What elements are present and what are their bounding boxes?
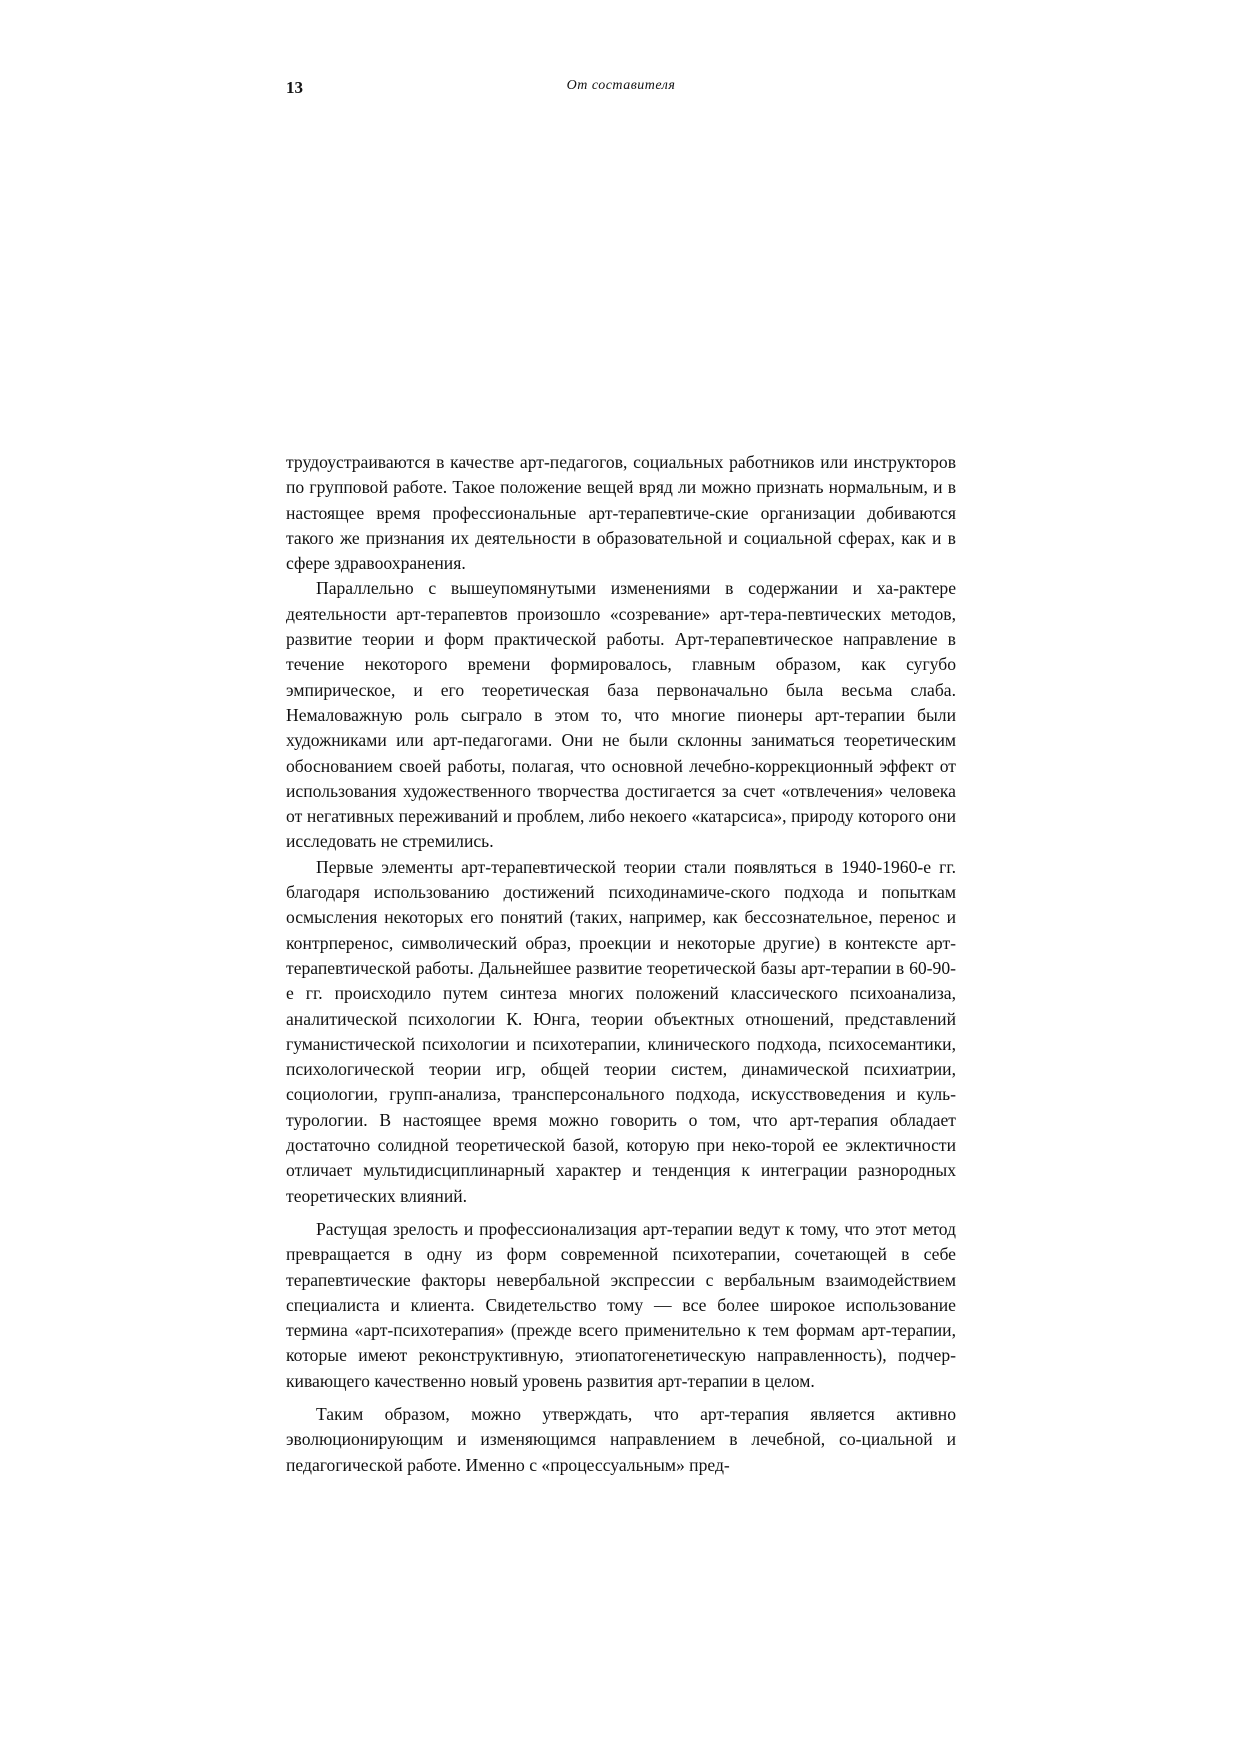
page-number: 13 (286, 78, 303, 97)
paragraph-conclusion: Таким образом, можно утверждать, что арт-терапия является активно эволюционирующим и изменяющимся направлением в лечебной, со-циальной и педагогической работе. Именно с «процессуальным» пред- (286, 1403, 956, 1475)
body-text (286, 450, 956, 1478)
paragraph-theory-development: Параллельно с вышеупомянутыми изменениями в содержании и ха-рактере деятельности арт-терапевтов произошло «созревание» арт-тера-певтических методов, развитие теории и форм практической работы. Арт-терапевтическое направление в течение некоторого времени формировалось, главным образом, как сугубо эмпирическое, и его теоретическая база первоначально была весьма слаба. Немаловажную роль сыграло в этом то, что многие пионеры арт-терапии были художниками или арт-педагогами. Они не были склонны заниматься теоретическим обоснованием своей работы, полагая, что основной лечебно-коррекционный эффект от использования художественного творчества достигается за счет «отвлечения» человека от негативных переживаний и проблем, либо некоего «катарсиса», природу которого они исследовать не стремились. (286, 578, 956, 852)
paragraph-maturity: Растущая зрелость и профессионализация арт-терапии ведут к тому, что этот метод превращается в одну из форм современной психотерапии, сочетающей в себе терапевтические факторы невербальной экспрессии с вербальным взаимодействием специалиста и клиента. Свидетельство тому — все более широкое использование термина «арт-психотерапия» (прежде всего применительно к тем формам арт-терапии, которые имеют реконструктивную, этиопатогенетическую направленность), подчер-кивающего качественно новый уровень развития арт-терапии в целом. (286, 1218, 956, 1391)
paragraph-first-elements: Первые элементы арт-терапевтической теории стали появляться в 1940-1960-е гг. благодаря использованию достижений психодинамиче-ского подхода и попыткам осмысления некоторых его понятий (таких, например, как бессознательное, перенос и контрперенос, символический образ, проекции и некоторые другие) в контексте арт-терапевтической работы. Дальнейшее развитие теоретической базы арт-терапии в 60-90-е гг. происходило путем синтеза многих положений классического психоанализа, аналитической психологии К. Юнга, теории объектных отношений, представлений гуманистической психологии и психотерапии, клинического подхода, психосемантики, психологической теории игр, общей теории систем, динамической психиатрии, социологии, групп-анализа, трансперсонального подхода, искусствоведения и куль-турологии. В настоящее время можно говорить о том, что арт-терапия обладает достаточно солидной теоретической базой, которую при неко-торой ее эклектичности отличает мультидисциплинарный характер и тенденция к интеграции разнородных теоретических влияний. (286, 856, 956, 1206)
paragraph-continuation: трудоустраиваются в качестве арт-педагогов, социальных работников или инструкторов по групповой работе. Такое положение вещей вряд ли можно признать нормальным, и в настоящее время профессиональные арт-терапевтиче-ские организации добиваются такого же признания их деятельности в образовательной и социальной сферах, как и в сфере здравоохранения. (286, 452, 956, 574)
running-title: От составителя (566, 78, 676, 93)
page-header (286, 78, 956, 104)
